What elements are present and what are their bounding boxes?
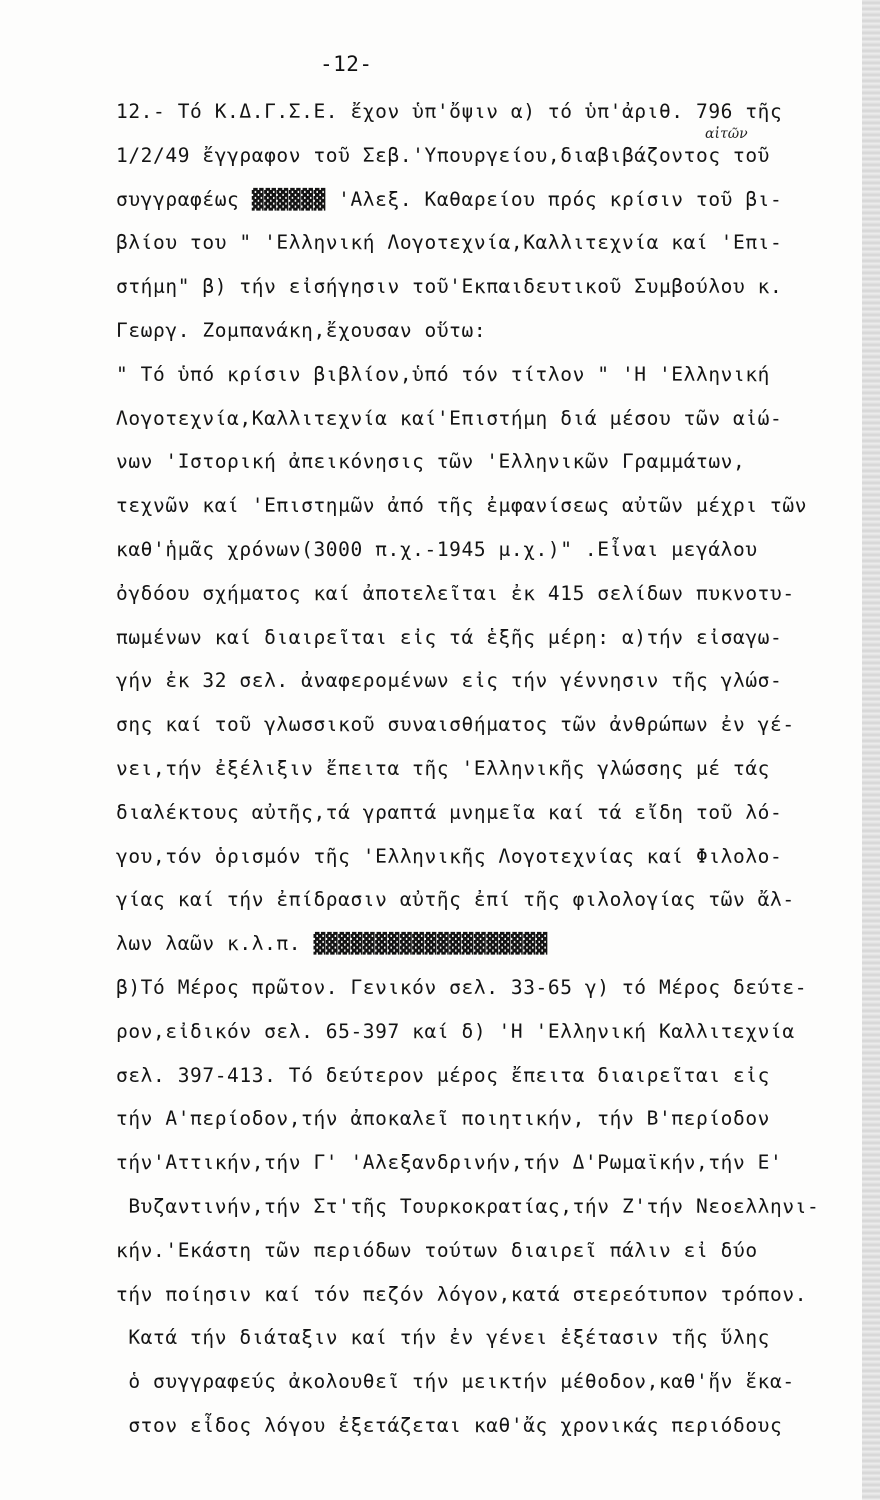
text-line: 1/2/49 ἔγγραφον τοῦ Σεβ.'Υπουργείου,διαβιβάζοντος τοῦ xyxy=(116,143,771,167)
text-line: γου,τόν ὁρισμόν τῆς 'Ελληνικῆς Λογοτεχνίας καί Φιλολο- xyxy=(116,844,783,868)
text-line: Βυζαντινήν,τήν Στ'τῆς Τουρκοκρατίας,τήν Ζ'τήν Νεοελληνι- xyxy=(116,1194,820,1218)
text-line: Λογοτεχνία,Καλλιτεχνία καί'Επιστήμη διά μέσου τῶν αἰώ- xyxy=(116,406,783,430)
text-line: νων 'Ιστορική ἀπεικόνησις τῶν 'Ελληνικῶν Γραμμάτων, xyxy=(116,450,746,474)
text-line: τήν'Αττικήν,τήν Γ' 'Αλεξανδρινήν,τήν Δ'Ρωμαϊκήν,τήν Ε' xyxy=(116,1151,783,1175)
handwritten-margin-note: αἰτῶν xyxy=(705,126,748,142)
text-line: γίας καί τήν ἐπίδρασιν αὐτῆς ἐπί τῆς φιλολογίας τῶν ἄλ- xyxy=(116,888,795,912)
text-line: Γεωργ. Ζομπανάκη,ἔχουσαν οὕτω: xyxy=(116,318,487,342)
typewritten-text-body xyxy=(116,90,851,1448)
text-line: γήν ἐκ 32 σελ. ἀναφερομένων εἰς τήν γέννησιν τῆς γλώσ- xyxy=(116,669,783,693)
text-line: κήν.'Εκάστη τῶν περιόδων τούτων διαιρεῖ πάλιν εἰ δύο xyxy=(116,1238,758,1262)
text-line: τεχνῶν καί 'Επιστημῶν ἀπό τῆς ἐμφανίσεως αὐτῶν μέχρι τῶν xyxy=(116,494,808,518)
text-line: " Τό ὑπό κρίσιν βιβλίον,ὑπό τόν τίτλον " 'Η 'Ελληνική xyxy=(116,362,771,386)
text-line: Κατά τήν διάταξιν καί τήν ἐν γένει ἐξέτασιν τῆς ὕλης xyxy=(116,1326,771,1350)
text-line: ὁ συγγραφεύς ἀκολουθεῖ τήν μεικτήν μέθοδον,καθ'ἥν ἕκα- xyxy=(116,1370,795,1394)
text-line: ρον,εἰδικόν σελ. 65-397 καί δ) 'Η 'Ελληνική Καλλιτεχνία xyxy=(116,1019,795,1043)
text-line: 12.- Τό Κ.Δ.Γ.Σ.Ε. ἔχον ὑπ'ὄψιν α) τό ὑπ'ἀριθ. 796 τῆς xyxy=(116,100,783,123)
text-line: στήμη" β) τήν εἰσήγησιν τοῦ'Εκπαιδευτικοῦ Συμβούλου κ. xyxy=(116,275,783,299)
text-line: νει,τήν ἐξέλιξιν ἔπειτα τῆς 'Ελληνικῆς γλώσσης μέ τάς xyxy=(116,756,771,780)
text-line: πωμένων καί διαιρεῖται εἰς τά ἑξῆς μέρη: α)τήν εἰσαγω- xyxy=(116,625,783,649)
text-line: στον εἶδος λόγου ἐξετάζεται καθ'ἄς χρονικάς περιόδους xyxy=(116,1413,783,1437)
text-line: ὀγδόου σχήματος καί ἀποτελεῖται ἐκ 415 σελίδων πυκνοτυ- xyxy=(116,581,795,605)
text-line: διαλέκτους αὐτῆς,τά γραπτά μνημεῖα καί τά εἴδη τοῦ λό- xyxy=(116,800,783,824)
text-line: σελ. 397-413. Τό δεύτερον μέρος ἔπειτα διαιρεῖται εἰς xyxy=(116,1063,771,1087)
text-line: σης καί τοῦ γλωσσικοῦ συναισθήματος τῶν ἀνθρώπων ἐν γέ- xyxy=(116,713,795,737)
text-line: τήν ποίησιν καί τόν πεζόν λόγον,κατά στερεότυπον τρόπον. xyxy=(116,1282,808,1306)
page-number: -12- xyxy=(320,52,373,76)
text-line: τήν Α'περίοδον,τήν ἀποκαλεῖ ποιητικήν, τήν Β'περίοδον xyxy=(116,1107,771,1131)
text-line: βλίου του " 'Ελληνική Λογοτεχνία,Καλλιτεχνία καί 'Επι- xyxy=(116,231,783,255)
text-line: λων λαῶν κ.λ.π. ▓▓▓▓▓▓▓▓▓▓▓▓▓▓▓▓▓▓▓ xyxy=(116,932,548,956)
text-line: καθ'ἡμᾶς χρόνων(3000 π.χ.-1945 μ.χ.)" .Εἶναι μεγάλου xyxy=(116,537,758,561)
text-line: συγγραφέως ▓▓▓▓▓▓ 'Αλεξ. Καθαρείου πρός κρίσιν τοῦ βι- xyxy=(116,187,783,211)
text-line: β)Τό Μέρος πρῶτον. Γενικόν σελ. 33-65 γ) τό Μέρος δεύτε- xyxy=(116,975,808,999)
scan-edge-shadow xyxy=(862,0,880,1500)
